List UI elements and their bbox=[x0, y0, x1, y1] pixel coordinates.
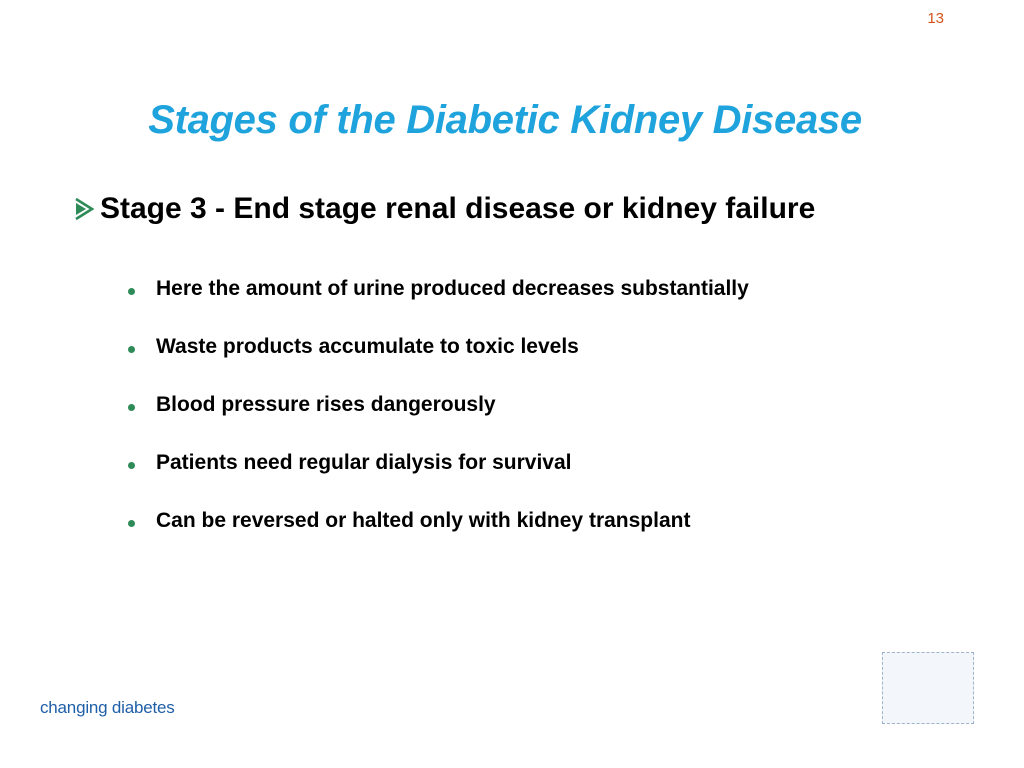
logo-placeholder bbox=[882, 652, 974, 724]
bullet-text: Patients need regular dialysis for survival bbox=[156, 451, 572, 474]
bullet-item bbox=[128, 318, 749, 376]
bullet-text: Waste products accumulate to toxic levels bbox=[156, 335, 579, 358]
footer-tagline: changing diabetes bbox=[40, 698, 175, 717]
bullet-dot-icon bbox=[128, 462, 135, 469]
bullet-dot-icon bbox=[128, 288, 135, 295]
bullet-item bbox=[128, 434, 749, 492]
slide-title: Stages of the Diabetic Kidney Disease bbox=[148, 98, 862, 142]
page-number: 13 bbox=[927, 10, 944, 27]
bullet-text: Can be reversed or halted only with kidney transplant bbox=[156, 509, 691, 532]
bullet-dot-icon bbox=[128, 520, 135, 527]
bullet-text: Blood pressure rises dangerously bbox=[156, 393, 496, 416]
bullet-item bbox=[128, 260, 749, 318]
bullet-list bbox=[128, 260, 749, 550]
main-point bbox=[72, 192, 815, 226]
main-point-text: Stage 3 - End stage renal disease or kidney failure bbox=[100, 192, 816, 225]
bullet-item bbox=[128, 492, 749, 550]
bullet-dot-icon bbox=[128, 404, 135, 411]
arrow-right-icon bbox=[72, 196, 96, 222]
bullet-item bbox=[128, 376, 749, 434]
bullet-text: Here the amount of urine produced decreases substantially bbox=[156, 277, 749, 300]
bullet-dot-icon bbox=[128, 346, 135, 353]
